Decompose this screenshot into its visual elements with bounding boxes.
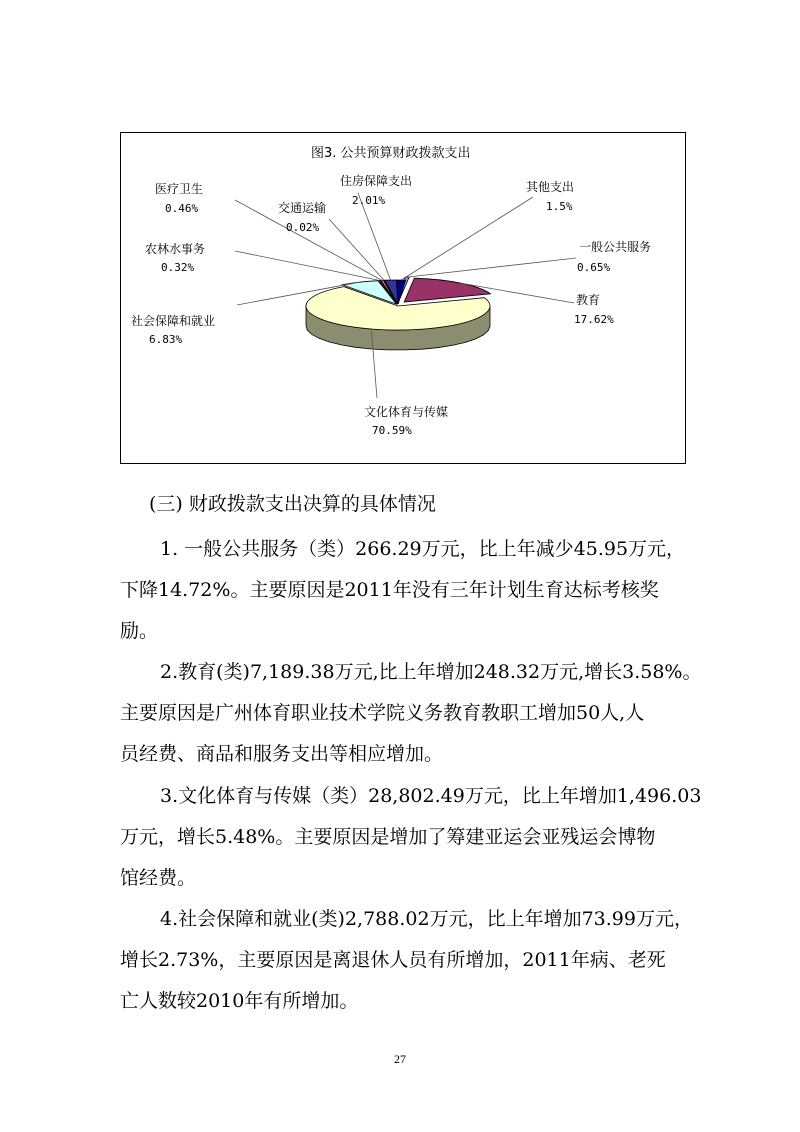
leader-line <box>407 258 576 277</box>
slice-label: 社会保障和就业 <box>131 314 216 328</box>
leader-line <box>329 219 384 280</box>
paragraph-line: 增长2.73%，主要原因是离退休人员有所增加，2011年病、老死 <box>120 949 666 971</box>
slice-value: 6.83% <box>149 333 183 346</box>
pie-chart-figure <box>120 132 686 464</box>
paragraph-line: 2.教育(类)7,189.38万元,比上年增加248.32万元,增长3.58%。 <box>160 661 702 683</box>
slice-label: 一般公共服务 <box>579 240 652 254</box>
section-heading: (三) 财政拨款支出决算的具体情况 <box>149 493 436 515</box>
slice-value: 17.62% <box>574 313 614 326</box>
slice-label: 教育 <box>576 293 601 307</box>
paragraph-line: 3.文化体育与传媒（类）28,802.49万元，比上年增加1,496.03 <box>160 785 702 807</box>
paragraph-line: 励。 <box>120 620 159 642</box>
slice-value: 0.46% <box>165 202 199 215</box>
slice-label: 住房保障支出 <box>340 174 413 188</box>
slice-value: 0.02% <box>286 221 320 234</box>
paragraph-line: 馆经费。 <box>120 867 197 889</box>
slice-label: 交通运输 <box>278 201 327 215</box>
paragraph-line: 员经费、商品和服务支出等相应增加。 <box>120 743 444 765</box>
paragraph-line: 亡人数较2010年有所增加。 <box>120 990 359 1012</box>
paragraph-line: 4.社会保障和就业(类)2,788.02万元，比上年增加73.99万元， <box>160 908 693 930</box>
leader-line <box>235 251 380 281</box>
slice-label: 医疗卫生 <box>155 182 204 196</box>
slice-value: 2.01% <box>352 194 386 207</box>
pie-chart <box>121 133 687 465</box>
slice-label: 农林水事务 <box>145 242 206 256</box>
leader-line <box>401 197 533 280</box>
paragraph-line: 1. 一般公共服务（类）266.29万元，比上年减少45.95万元， <box>160 538 686 560</box>
slice-label: 文化体育与传媒 <box>364 405 449 419</box>
chart-title: 图3. 公共预算财政拨款支出 <box>311 146 471 161</box>
paragraph-line: 主要原因是广州体育职业技术学院义务教育教职工增加50人,人 <box>120 702 645 724</box>
paragraph-line: 下降14.72%。主要原因是2011年没有三年计划生育达标考核奖 <box>120 579 659 601</box>
slice-value: 0.32% <box>161 261 195 274</box>
pie-slice <box>397 280 406 304</box>
slice-value: 70.59% <box>372 424 412 437</box>
slice-value: 0.65% <box>577 261 611 274</box>
slice-value: 1.5% <box>546 200 573 213</box>
paragraph-line: 万元，增长5.48%。主要原因是增加了筹建亚运会亚残运会博物 <box>120 826 656 848</box>
slice-label: 其他支出 <box>526 180 575 194</box>
page-number: 27 <box>394 1052 406 1066</box>
